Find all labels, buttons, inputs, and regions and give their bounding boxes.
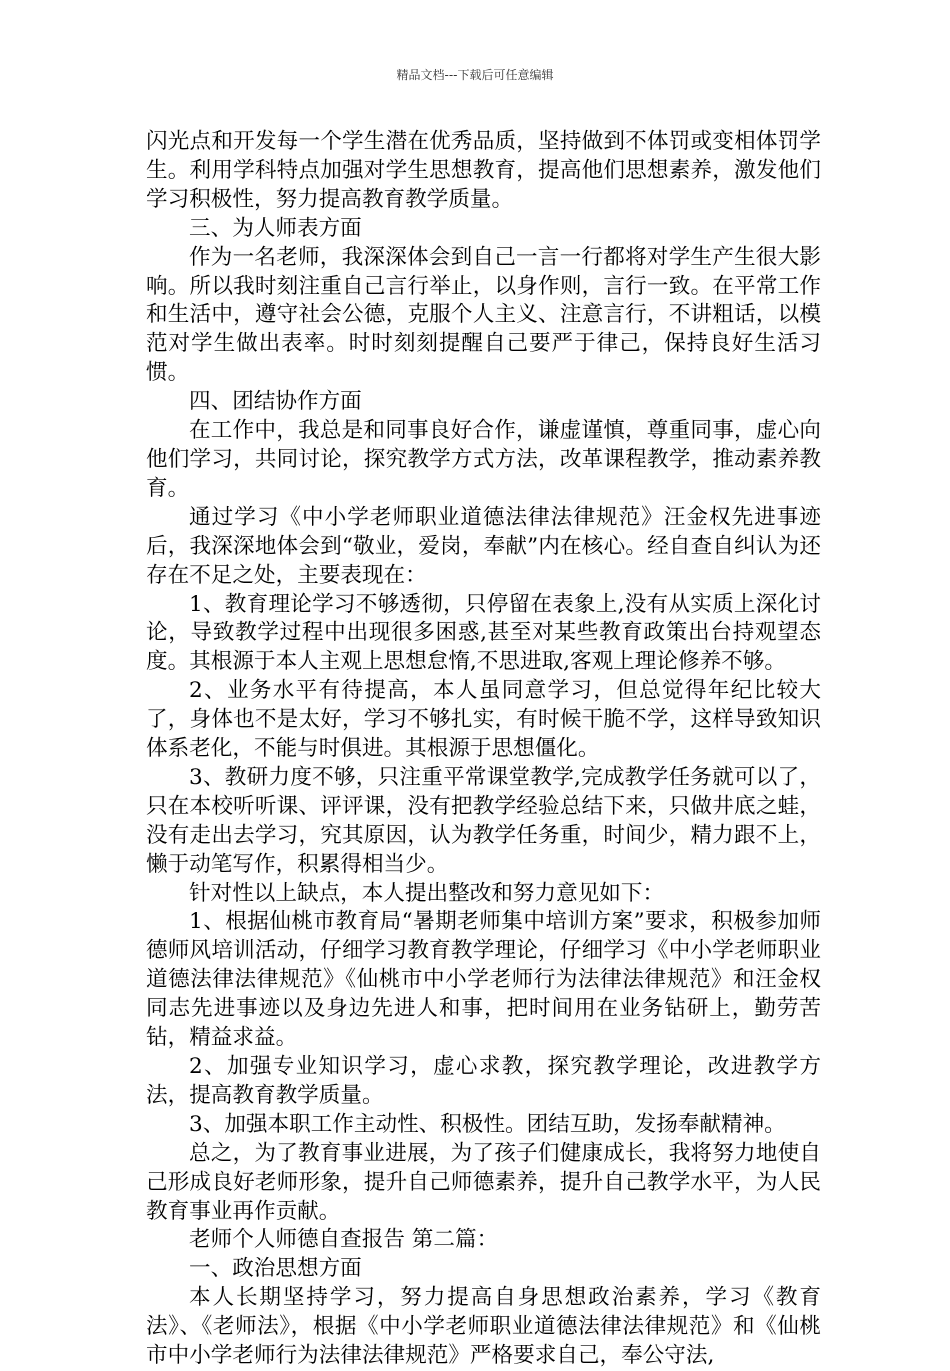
list-item: 2、加强专业知识学习，虚心求教，探究教学理论，改进教学方法，提高教育教学质量。 bbox=[146, 1054, 821, 1108]
document-body bbox=[146, 128, 821, 1371]
paragraph: 作为一名老师，我深深体会到自己一言一行都将对学生产生很大影响。所以我时刻注重自己言行举止，以身作则，言行一致。在平常工作和生活中，遵守社会公德，克服个人主义、注意言行，不讲粗话，以模范对学生做出表率。时时刻刻提醒自己要严于律己，保持良好生活习惯。 bbox=[146, 244, 821, 386]
section-heading-teamwork: 四、团结协作方面 bbox=[189, 389, 362, 415]
paragraph: 针对性以上缺点，本人提出整改和努力意见如下： bbox=[189, 880, 665, 906]
paragraph: 本人长期坚持学习，努力提高自身思想政治素养，学习《教育法》、《老师法》，根据《中小学老师职业道德法律法律规范》和《仙桃市中小学老师行为法律法律规范》严格要求自己，奉公守法, bbox=[146, 1285, 821, 1369]
page-header: 精品文档---下载后可任意编辑 bbox=[396, 68, 554, 82]
paragraph: 总之，为了教育事业进展，为了孩子们健康成长，我将努力地使自己形成良好老师形象，提升自己师德素养，提升自己教学水平，为人民教育事业再作贡献。 bbox=[146, 1140, 821, 1224]
part-heading: 老师个人师德自查报告 第二篇： bbox=[189, 1227, 499, 1253]
list-item: 2、业务水平有待提高，本人虽同意学习，但总觉得年纪比较大了，身体也不是太好，学习不够扎实，有时候干脆不学，这样导致知识体系老化，不能与时俱进。其根源于思想僵化。 bbox=[146, 678, 821, 762]
paragraph: 通过学习《中小学老师职业道德法律法律规范》汪金权先进事迹后，我深深地体会到“敬业，爱岗，奉献”内在核心。经自查自纠认为还存在不足之处，主要表现在： bbox=[146, 504, 821, 588]
list-item: 3、教研力度不够，只注重平常课堂教学,完成教学任务就可以了，只在本校听听课、评评课，没有把教学经验总结下来，只做井底之蛙，没有走出去学习，究其原因，认为教学任务重，时间少，精力跟不上，懒于动笔写作，积累得相当少。 bbox=[146, 764, 821, 877]
paragraph-continuation: 闪光点和开发每一个学生潜在优秀品质，坚持做到不体罚或变相体罚学生。利用学科特点加强对学生思想教育，提高他们思想素养，激发他们学习积极性，努力提高教育教学质量。 bbox=[146, 129, 821, 212]
paragraph: 在工作中，我总是和同事良好合作，谦虚谨慎，尊重同事，虚心向他们学习，共同讨论，探究教学方式方法，改革课程教学，推动素养教育。 bbox=[146, 418, 821, 501]
section-heading-role-model: 三、为人师表方面 bbox=[189, 215, 362, 241]
section-heading-political: 一、政治思想方面 bbox=[189, 1256, 362, 1282]
list-item: 1、根据仙桃市教育局“暑期老师集中培训方案”要求，积极参加师德师风培训活动，仔细学习教育教学理论，仔细学习《中小学老师职业道德法律法律规范》《仙桃市中小学老师行为法律法律规范》和汪金权同志先进事迹以及身边先进人和事，把时间用在业务钻研上，勤劳苦钻，精益求益。 bbox=[146, 909, 821, 1051]
list-item: 3、加强本职工作主动性、积极性。团结互助，发扬奉献精神。 bbox=[189, 1111, 786, 1137]
list-item: 1、教育理论学习不够透彻，只停留在表象上,没有从实质上深化讨论，导致教学过程中出现很多困惑,甚至对某些教育政策出台持观望态度。其根源于本人主观上思想怠惰,不思进取,客观上理论修养不够。 bbox=[146, 591, 821, 675]
